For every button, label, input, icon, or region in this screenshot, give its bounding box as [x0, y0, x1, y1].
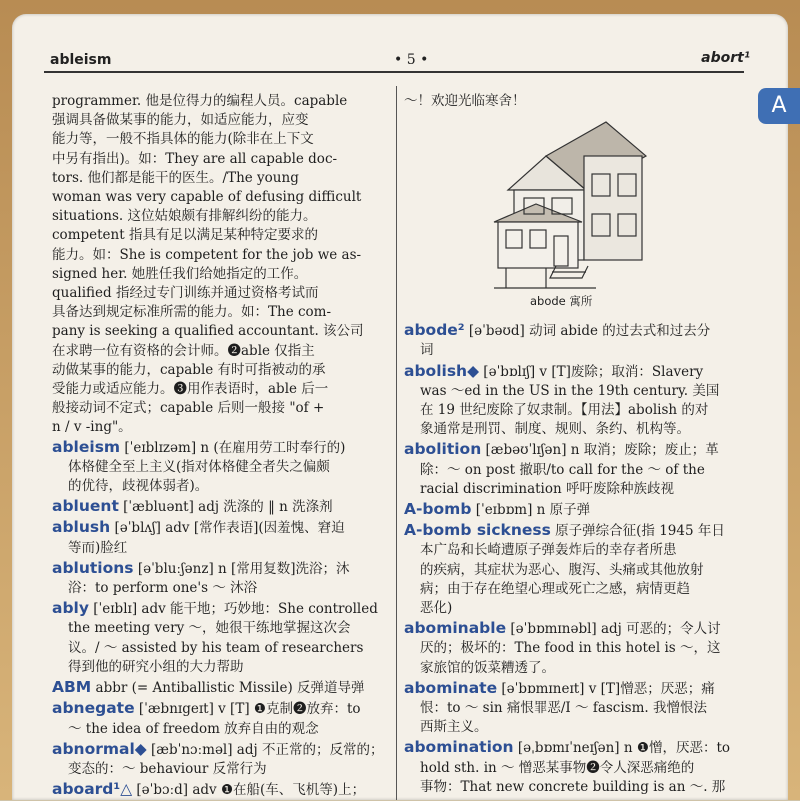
entry-first-line [52, 438, 390, 458]
headword: ably [52, 599, 89, 618]
headword: abolish◆ [404, 361, 480, 380]
continuation-line: ～！欢迎光临寒舍！ [404, 93, 526, 109]
left-column [52, 92, 390, 801]
text-line: 得到他的研究小组的大力帮助 [68, 658, 244, 675]
right-entries [404, 321, 746, 797]
column-divider [396, 86, 397, 800]
text-line: 变态的：～ behaviour 反常行为 [68, 760, 267, 777]
text-line: 厌的；极坏的：The food in this hotel is ～，这 [420, 640, 721, 657]
text-line: the meeting very ～，她很干练地掌握这次会 [68, 620, 351, 637]
text-line: hold sth. in ～ 憎恶某事物❷令人深恶痛绝的 [420, 759, 695, 776]
text-line: 浴：to perform one's ～ 沐浴 [68, 580, 258, 597]
entry-first-line [404, 500, 746, 520]
entry-definition: abbr (= Antiballistic Missile) 反弹道导弹 [91, 680, 365, 697]
dictionary-entry [52, 438, 390, 497]
entry-definition: [əˈblʌʃ] adv [常作表语](因羞愧、窘迫 [110, 520, 345, 537]
entry-first-line [404, 679, 746, 699]
entry-first-line [404, 619, 746, 639]
entry-first-line [52, 599, 390, 619]
running-header [44, 48, 756, 70]
dictionary-entry [52, 518, 390, 557]
entry-definition: [əˌbɒmɪˈneɪʃən] n ❶憎，厌恶：to [513, 740, 730, 757]
text-line: 等而)脸红 [68, 539, 128, 556]
entry-first-line [52, 497, 390, 517]
text-line: 能力等，一般不指具体的能力(除非在上下文 [52, 131, 314, 148]
text-line: was ～ed in the US in the 19th century. 美国 [420, 382, 720, 399]
dictionary-entry [404, 362, 746, 440]
entry-definition: [əˈbɒlɪʃ] v [T]废除；取消：Slavery [479, 363, 704, 380]
text-line: 中另有指出)。如：They are all capable doc- [52, 150, 338, 167]
text-line: 在 19 世纪废除了奴隶制。【用法】abolish 的对 [420, 402, 709, 419]
text-line: 词 [420, 342, 434, 359]
text-line: ～ the idea of freedom 放弃自由的观念 [68, 720, 319, 737]
text-line: pany is seeking a qualified accountant. 该公司 [52, 323, 364, 340]
entry-first-line [52, 740, 390, 760]
entry-definition: [æbəʊˈlɪʃən] n 取消；废除；废止；革 [481, 442, 719, 459]
headword: abode² [404, 321, 465, 340]
text-line: 强调具备做某事的能力，如适应能力，应变 [52, 112, 309, 129]
headword: ablutions [52, 558, 134, 577]
entry-definition: [əˈbəʊd] 动词 abide 的过去式和过去分 [464, 323, 711, 340]
left-entries [52, 438, 390, 801]
text-line: 的疾病，其症状为恶心、腹泻、头痛或其他放射 [420, 561, 704, 578]
dictionary-entry [404, 619, 746, 678]
header-first-word: ableism [50, 52, 112, 68]
entry-definition: [əˈbluːʃənz] n [常用复数]洗浴；沐 [133, 560, 350, 577]
text-line: 事物：That new concrete building is an ～. 那 [420, 778, 726, 795]
text-line: 病；由于存在绝望心理或死亡之感，病情更趋 [420, 580, 690, 597]
headword: ABM [52, 678, 92, 697]
text-line: 动做某事的能力，capable 有时可指被动的承 [52, 361, 326, 378]
dictionary-entry [404, 440, 746, 499]
entry-definition: [əˈbɒmɪneɪt] v [T]憎恶；厌恶；痛 [497, 680, 715, 697]
headword: abnormal◆ [52, 739, 147, 758]
text-line: 恶化) [420, 600, 453, 617]
header-last-word: abort¹ [701, 50, 750, 66]
dictionary-entry [404, 521, 746, 618]
entry-definition: [ˈæbluənt] adj 洗涤的 ‖ n 洗涤剂 [118, 499, 333, 516]
entry-definition: [ˈeɪblɪzəm] n (在雇用劳工时奉行的) [120, 439, 346, 456]
headword: aboard¹△ [52, 780, 133, 799]
dictionary-entry [404, 679, 746, 738]
dictionary-entry [404, 500, 746, 520]
text-line: 西斯主义。 [420, 719, 488, 736]
entry-definition: [əˈbɒmɪnəbl] adj 可恶的；令人讨 [506, 621, 721, 638]
text-line: 受能力或适应能力。❸用作表语时，able 后一 [52, 381, 329, 398]
entry-definition: [æbˈnɔːməl] adj 不正常的；反常的； [146, 741, 384, 758]
text-line: 除：～ on post 撤职/to call for the ～ of the [420, 461, 705, 478]
text-line: 在求聘一位有资格的会计师。❷able 仅指主 [52, 342, 315, 359]
entry-definition: [ˈæbnɪgeɪt] v [T] ❶克制❷放弃：to [134, 701, 361, 718]
text-line: 体格健全至上主义(指对体格健全者失之偏颇 [68, 458, 330, 475]
entry-first-line [404, 738, 746, 758]
headword: abnegate [52, 699, 135, 718]
text-line: 的优待，歧视体弱者)。 [68, 478, 209, 495]
page-number: • 5 • [394, 52, 429, 68]
entry-first-line [404, 321, 746, 341]
dictionary-entry [52, 559, 390, 598]
headword: A-bomb [404, 500, 472, 519]
headword: abomination [404, 738, 514, 757]
entry-first-line [52, 780, 390, 800]
entry-first-line [404, 362, 746, 382]
text-line: qualified 指经过专门训练并通过资格考试而 [52, 285, 319, 302]
house-illustration [486, 118, 662, 296]
dictionary-entry [52, 740, 390, 779]
entry-first-line [404, 440, 746, 460]
text-line: racial discrimination 呼吁废除种族歧视 [420, 480, 674, 497]
headword: A-bomb sickness [404, 521, 551, 540]
headword: abluent [52, 497, 119, 516]
headword: abominate [404, 678, 498, 697]
text-line: 般接动词不定式；capable 后则一般接 "of + [52, 400, 325, 417]
entry-first-line [52, 559, 390, 579]
text-line: 能力。如：She is competent for the job we as- [52, 246, 362, 263]
text-line: situations. 这位姑娘颇有排解纠纷的能力。 [52, 208, 317, 225]
text-line: programmer. 他是位得力的编程人员。capable [52, 93, 348, 109]
text-line: 本广岛和长崎遭原子弹轰炸后的幸存者所患 [420, 542, 677, 559]
entry-definition: 原子弹综合征(指 1945 年日 [550, 523, 725, 540]
header-rule [44, 71, 744, 73]
letter-tab[interactable]: A [758, 88, 800, 124]
dictionary-entry [52, 599, 390, 677]
dictionary-entry [404, 738, 746, 797]
dictionary-entry [52, 780, 390, 800]
headword: ablush [52, 518, 111, 537]
headword: abolition [404, 440, 482, 459]
entry-first-line [52, 678, 390, 698]
dictionary-entry [52, 678, 390, 698]
headword: ableism [52, 437, 121, 456]
entry-definition: [ˈeɪbɒm] n 原子弹 [471, 502, 591, 519]
intro-usage-note [52, 92, 390, 438]
dictionary-entry [52, 497, 390, 517]
entry-definition: [ˈeɪblɪ] adv 能干地；巧妙地：She controlled [88, 601, 378, 618]
text-line: 议。/ ～ assisted by his team of researchers [68, 639, 364, 656]
text-line: competent 指具有足以满足某种特定要求的 [52, 227, 318, 244]
text-line: 具备达到规定标准所需的能力。如：The com- [52, 304, 332, 321]
entry-first-line [404, 521, 746, 541]
text-line: n / v -ing"。 [52, 419, 132, 436]
entry-first-line [52, 518, 390, 538]
dictionary-entry [404, 321, 746, 360]
text-line: signed her. 她胜任我们给她指定的工作。 [52, 265, 308, 282]
headword: abominable [404, 619, 507, 638]
text-line: woman was very capable of defusing difficult [52, 189, 362, 206]
text-line: 象通常是刑罚、制度、规则、条约、机构等。 [420, 421, 690, 438]
entry-definition: [əˈbɔːd] adv ❶在船(车、飞机等)上； [132, 782, 366, 799]
dictionary-entry [52, 699, 390, 738]
text-line: 恨：to ～ sin 痛恨罪恶/I ～ fascism. 我憎恨法 [420, 700, 707, 717]
illustration-caption: abode 寓所 [530, 294, 593, 308]
text-line: 家旅馆的饭菜糟透了。 [420, 659, 555, 676]
entry-first-line [52, 699, 390, 719]
text-line: tors. 他们都是能干的医生。/The young [52, 169, 299, 186]
